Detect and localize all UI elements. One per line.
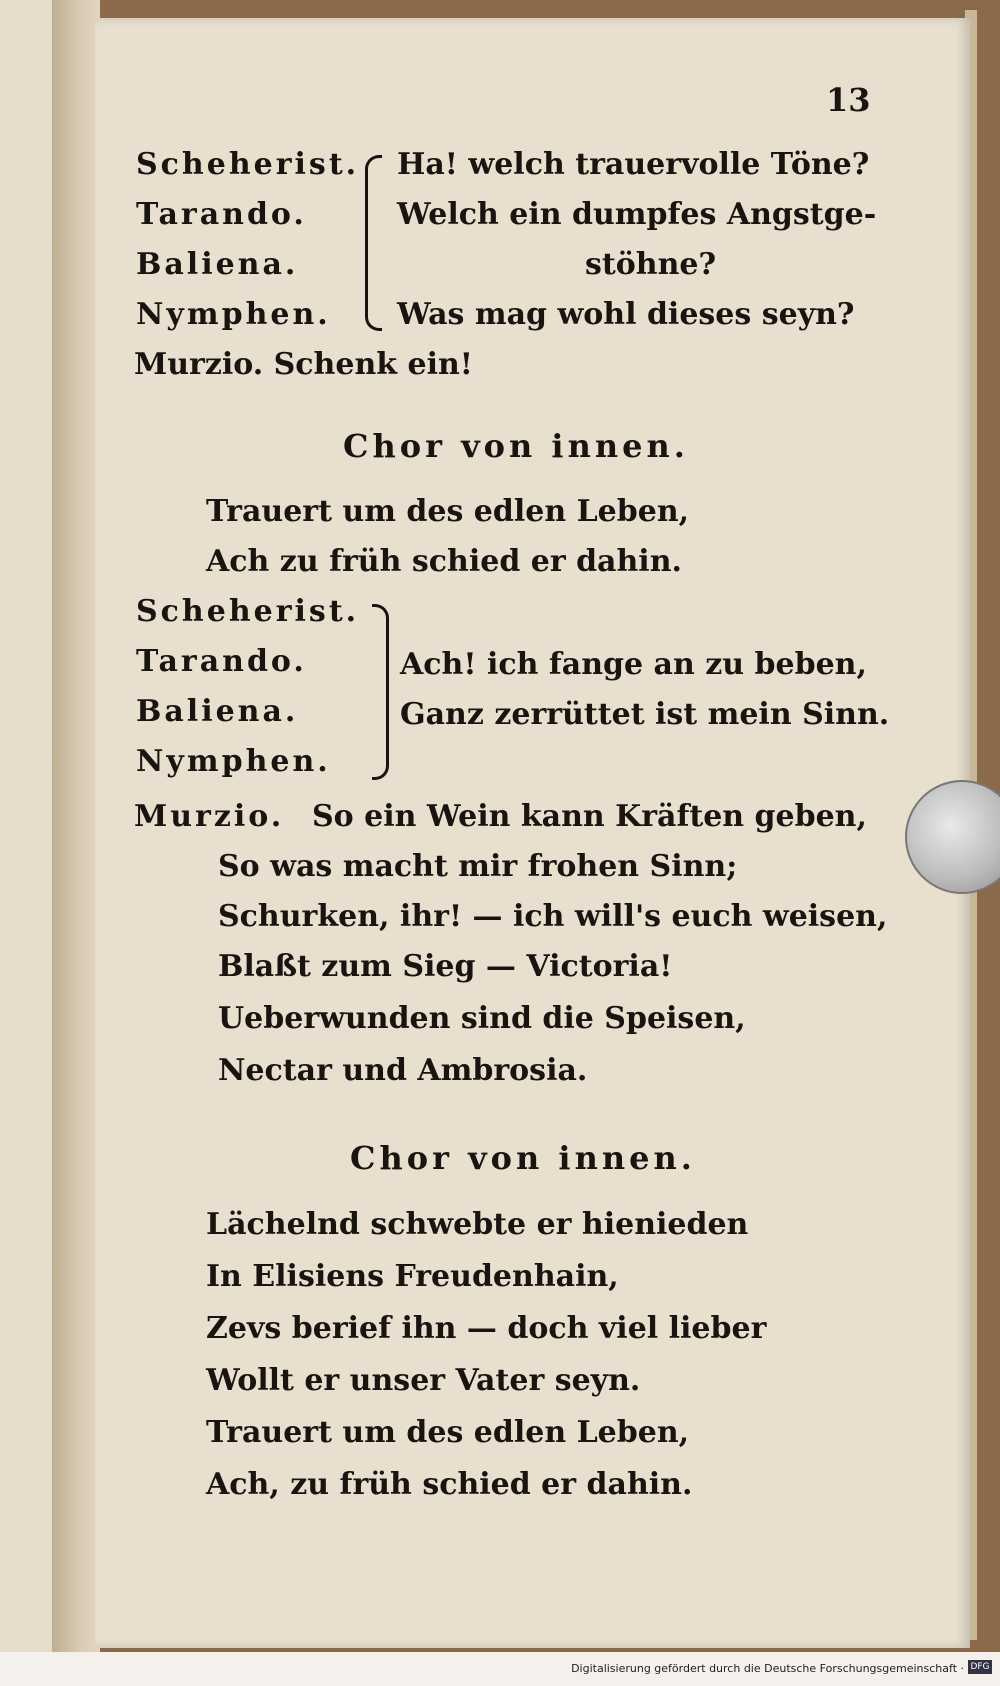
page-number: 13 — [826, 81, 871, 119]
book-gutter — [52, 0, 100, 1686]
chorus-heading: Chor von innen. — [343, 427, 689, 465]
verse-line: In Elisiens Freudenhain, — [206, 1259, 619, 1294]
verse-line: Ha! welch trauervolle Töne? — [397, 147, 870, 182]
speaker-brace — [372, 604, 389, 780]
verse-line: So ein Wein kann Kräften geben, — [312, 799, 867, 834]
footer-credit: Digitalisierung gefördert durch die Deutsche Forschungsgemeinschaft · — [571, 1662, 964, 1675]
verse-line: stöhne? — [585, 247, 717, 282]
speaker-murzio: Murzio. — [134, 799, 285, 834]
speaker-scheherist: Scheherist. — [136, 147, 360, 182]
verse-line: Zevs berief ihn — doch viel lieber — [206, 1311, 767, 1346]
murzio-line: Murzio. Schenk ein! — [134, 347, 473, 382]
verse-line: Lächelnd schwebte er hienieden — [206, 1207, 749, 1242]
speaker-nymphen: Nymphen. — [136, 297, 331, 332]
verse-line: Schurken, ihr! — ich will's euch weisen, — [218, 899, 888, 934]
speaker-nymphen: Nymphen. — [136, 744, 331, 779]
verse-line: Trauert um des edlen Leben, — [206, 1415, 690, 1450]
speaker-tarando: Tarando. — [136, 644, 307, 679]
verse-line: Ueberwunden sind die Speisen, — [218, 1001, 746, 1036]
speaker-baliena: Baliena. — [136, 247, 299, 282]
verse-line: Ganz zerrüttet ist mein Sinn. — [400, 697, 890, 732]
left-page-edge — [0, 0, 60, 1686]
verse-line: Trauert um des edlen Leben, — [206, 494, 690, 529]
verse-line: Nectar und Ambrosia. — [218, 1053, 588, 1088]
verse-line: Blaßt zum Sieg — Victoria! — [218, 949, 673, 984]
speaker-tarando: Tarando. — [136, 197, 307, 232]
speaker-baliena: Baliena. — [136, 694, 299, 729]
verse-line: Ach zu früh schied er dahin. — [206, 544, 682, 579]
speaker-scheherist: Scheherist. — [136, 594, 360, 629]
verse-line: So was macht mir frohen Sinn; — [218, 849, 738, 884]
verse-line: Ach! ich fange an zu beben, — [400, 647, 867, 682]
verse-line: Ach, zu früh schied er dahin. — [206, 1467, 693, 1502]
speaker-brace — [365, 155, 382, 331]
verse-line: Was mag wohl dieses seyn? — [397, 297, 855, 332]
verse-line: Wollt er unser Vater seyn. — [206, 1363, 641, 1398]
chorus-heading: Chor von innen. — [350, 1139, 696, 1177]
verse-line: Welch ein dumpfes Angstge- — [397, 197, 877, 232]
dfg-logo: DFG — [968, 1660, 992, 1674]
